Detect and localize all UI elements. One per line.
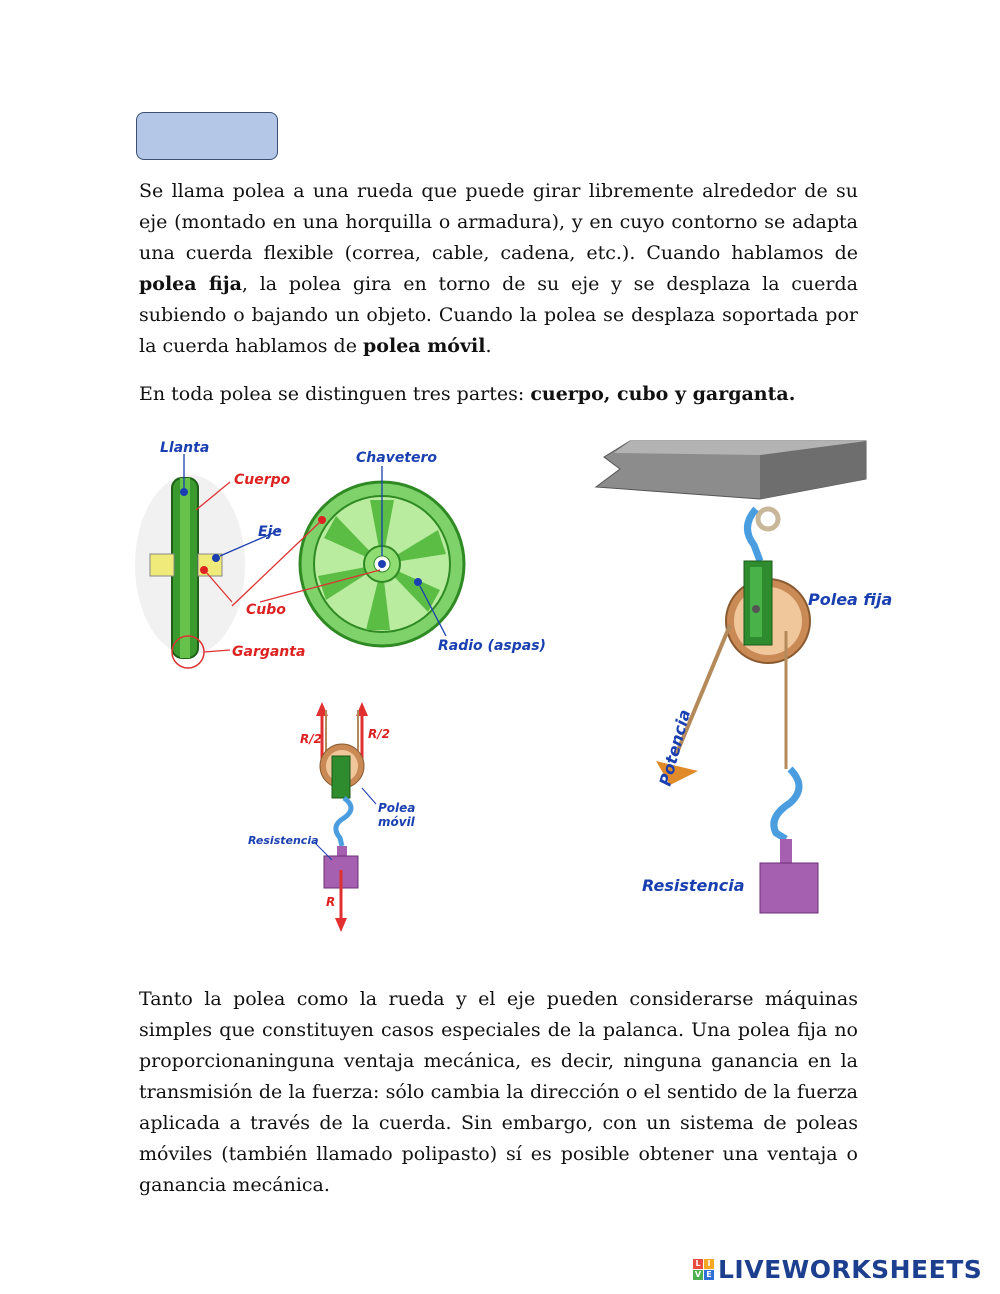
label-cuerpo: Cuerpo <box>234 472 291 488</box>
fixed-pulley-svg <box>590 435 900 920</box>
label-cubo: Cubo <box>246 602 286 618</box>
label-movil: móvil <box>378 815 415 829</box>
label-garganta: Garganta <box>232 644 306 660</box>
pulley-parts-figure <box>120 430 560 670</box>
liveworksheets-logo <box>693 1254 982 1284</box>
label-llanta: Llanta <box>160 440 210 456</box>
movable-pulley-figure <box>240 700 440 940</box>
text-span: , la polea gira en torno de su eje y se desplaza la cuerda subiendo o bajando un objeto. Cuando la polea se desplaza soportada por la cuerda hablamos de <box>139 273 858 357</box>
label-r: R <box>326 895 336 909</box>
answer-input-box[interactable] <box>136 112 278 160</box>
text-span: En toda polea se distinguen tres partes: <box>139 383 531 405</box>
label-r2-left: R/2 <box>300 732 322 746</box>
text-span: . <box>485 335 492 357</box>
bold-term: polea móvil <box>363 335 486 357</box>
paragraph-parts <box>139 379 858 410</box>
paragraph-mechanical-advantage: Tanto la polea como la rueda y el eje pueden considerarse máquinas simples que constituyen casos especiales de la palanca. Una polea fija no proporcionaninguna ventaja mecánica, es decir, ninguna ganancia en la transmisión de la fuerza: sólo cambia la dirección o el sentido de la fuerza aplicada a través de la cuerda. Sin embargo, con un sistema de poleas móviles (también llamado polipasto) sí es posible obtener una ventaja o ganancia mecánica. <box>139 988 858 1196</box>
label-polea-fija: Polea fija <box>808 590 893 609</box>
bold-term: polea fija <box>139 273 242 295</box>
bold-term: cuerpo, cubo y garganta. <box>530 383 796 405</box>
label-resistencia: Resistencia <box>642 876 745 895</box>
fixed-pulley-figure <box>590 435 900 920</box>
label-potencia: Potencia <box>655 707 695 789</box>
movable-pulley-svg <box>240 700 440 940</box>
pulley-parts-svg <box>120 430 560 670</box>
liveworksheets-mark-icon: L I V E <box>693 1259 714 1280</box>
paragraph-definition <box>139 176 858 362</box>
label-r2-right: R/2 <box>368 727 390 741</box>
label-eje: Eje <box>258 524 282 540</box>
label-polea: Polea <box>378 801 416 815</box>
logo-text: LIVEWORKSHEETS <box>718 1254 983 1284</box>
label-radio: Radio (aspas) <box>438 638 546 654</box>
label-chavetero: Chavetero <box>356 450 438 466</box>
text-span: Se llama polea a una rueda que puede girar libremente alrededor de su eje (montado en una horquilla o armadura), y en cuyo contorno se adapta una cuerda flexible (correa, cable, cadena, etc.). Cuando hablamos de <box>139 180 858 264</box>
label-resistencia-movil: Resistencia <box>248 834 319 847</box>
